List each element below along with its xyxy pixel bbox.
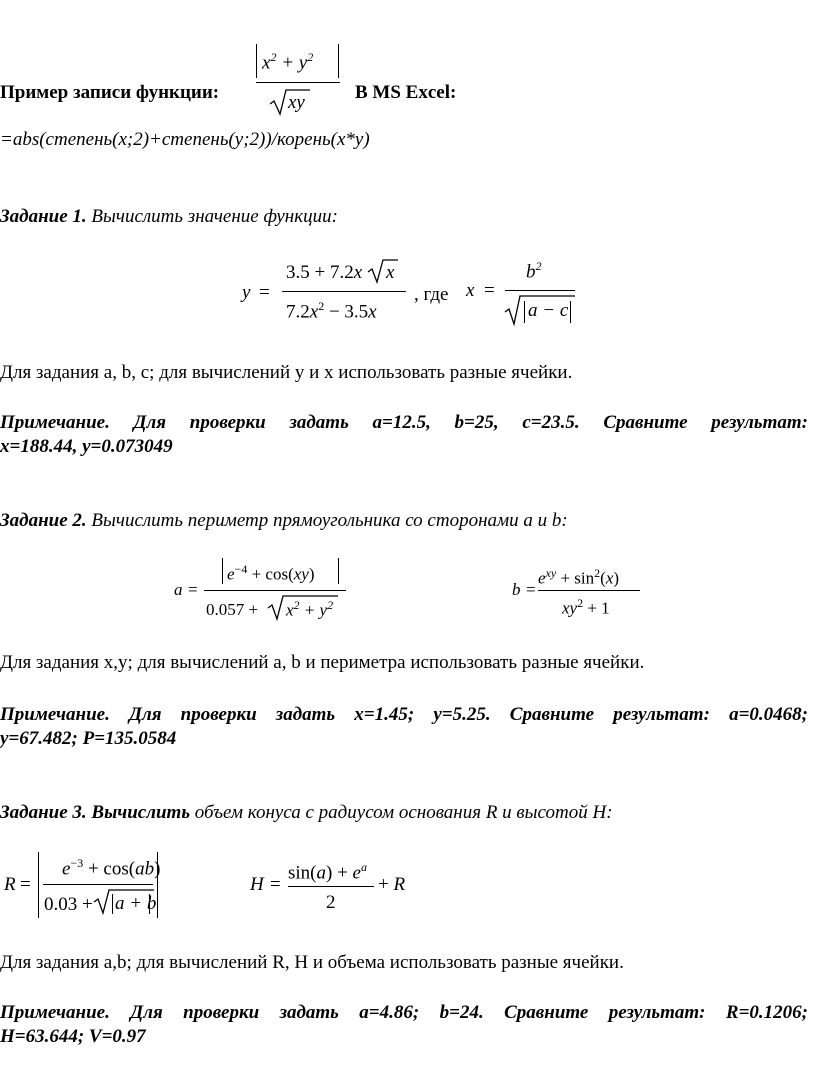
task2-text: Вычислить периметр прямоугольника со сторонами a и b: — [91, 510, 568, 531]
task1-where: , где — [414, 284, 449, 305]
task1-heading — [0, 206, 338, 228]
task1-instruction: Для задания a, b, c; для вычислений y и x использовать разные ячейки. — [0, 362, 573, 383]
task3-note-line1: Примечание. Для проверки задать a=4.86; b=24. Сравните результат: R=0.1206; — [0, 1002, 808, 1023]
task2-title: Задание 2. — [0, 510, 87, 531]
task3-text: объем конуса с радиусом основания R и высотой H: — [194, 802, 613, 823]
task2-note-line2: y=67.482; P=135.0584 — [0, 728, 177, 749]
excel-formula: =abs(степень(x;2)+степень(y;2))/корень(x*y) — [0, 129, 370, 150]
task3-heading — [0, 802, 613, 824]
task2-heading — [0, 510, 568, 532]
task1-note-line2: x=188.44, y=0.073049 — [0, 436, 173, 457]
task1-title: Задание 1. — [0, 206, 87, 227]
task1-note-line1: Примечание. Для проверки задать a=12.5, b=25, c=23.5. Сравните результат: — [0, 412, 808, 433]
excel-label: В MS Excel: — [355, 82, 457, 103]
example-label: Пример записи функции: — [0, 82, 220, 103]
task3-title: Задание 3. Вычислить — [0, 802, 190, 823]
task2-note-line1: Примечание. Для проверки задать x=1.45; y=5.25. Сравните результат: a=0.0468; — [0, 704, 808, 725]
task3-instruction: Для задания a,b; для вычислений R, H и объема использовать разные ячейки. — [0, 952, 624, 973]
task1-text: Вычислить значение функции: — [91, 206, 338, 227]
task3-note-line2: H=63.644; V=0.97 — [0, 1026, 146, 1047]
task2-instruction: Для задания x,y; для вычислений a, b и периметра использовать разные ячейки. — [0, 652, 645, 673]
